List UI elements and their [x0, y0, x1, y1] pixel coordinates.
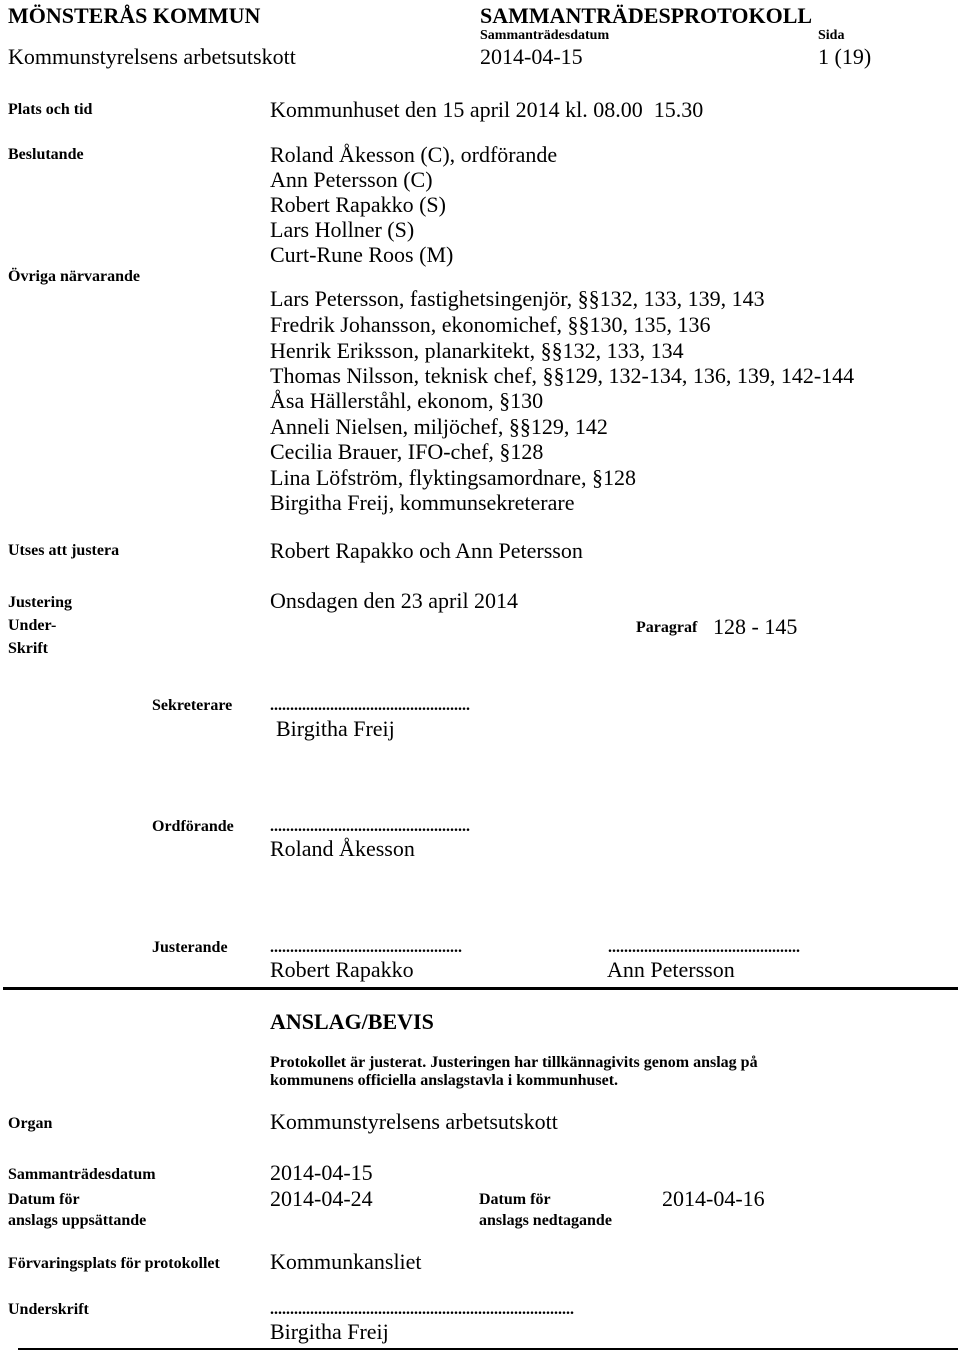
- notice-meeting-date-label: Sammanträdesdatum: [8, 1166, 156, 1183]
- storage-label: Förvaringsplats för protokollet: [8, 1255, 220, 1272]
- secretary-name: Birgitha Freij: [276, 716, 395, 741]
- others-present-label: Övriga närvarande: [8, 268, 140, 285]
- list-item: Lars Petersson, fastighetsingenjör, §§132, 133, 139, 143: [270, 286, 765, 311]
- notice-signature-label: Underskrift: [8, 1301, 89, 1318]
- bottom-border: [18, 1348, 958, 1350]
- chair-label: Ordförande: [152, 818, 234, 835]
- list-item: Ann Petersson (C): [270, 167, 433, 192]
- adjuster2-name: Ann Petersson: [607, 957, 735, 982]
- removed-date-label-line1: Datum för: [479, 1191, 551, 1208]
- removed-date-label-line2: anslags nedtagande: [479, 1212, 612, 1229]
- notice-signature-line: ............................................................................: [270, 1301, 574, 1318]
- document-type: SAMMANTRÄDESPROTOKOLL: [480, 3, 813, 28]
- decision-makers-label: Beslutande: [8, 146, 84, 163]
- organ-label: Organ: [8, 1115, 53, 1132]
- appointed-adjusters-label: Utses att justera: [8, 542, 120, 559]
- list-item: Åsa Hällerståhl, ekonom, §130: [270, 388, 544, 413]
- list-item: Anneli Nielsen, miljöchef, §§129, 142: [270, 414, 608, 439]
- committee-name: Kommunstyrelsens arbetsutskott: [8, 44, 296, 69]
- adjustment-date: Onsdagen den 23 april 2014: [270, 588, 519, 613]
- notice-statement-line2: kommunens officiella anslagstavla i kommunhuset.: [270, 1072, 619, 1089]
- paragraph-label: Paragraf: [636, 619, 698, 636]
- list-item: Curt-Rune Roos (M): [270, 242, 454, 267]
- adjuster1-signature-line: ................................................: [270, 939, 462, 956]
- meeting-date: 2014-04-15: [480, 44, 583, 69]
- secretary-signature-line: ..................................................: [270, 697, 470, 714]
- organ-value: Kommunstyrelsens arbetsutskott: [270, 1109, 558, 1134]
- place-time-label: Plats och tid: [8, 101, 93, 118]
- adjusters-label: Justerande: [152, 939, 228, 956]
- posted-date: 2014-04-24: [270, 1186, 373, 1211]
- posted-date-label-line1: Datum för: [8, 1191, 80, 1208]
- place-time: Kommunhuset den 15 april 2014 kl. 08.00 15.30: [270, 97, 704, 122]
- signature-label-line1: Under-: [8, 617, 57, 634]
- chair-signature-line: ..................................................: [270, 818, 470, 835]
- organization-name: MÖNSTERÅS KOMMUN: [8, 3, 261, 28]
- signature-label-line2: Skrift: [8, 640, 48, 657]
- list-item: Robert Rapakko (S): [270, 192, 446, 217]
- adjuster2-signature-line: ................................................: [608, 939, 800, 956]
- page-number: 1 (19): [818, 44, 872, 69]
- adjustment-label: Justering: [8, 594, 72, 611]
- chair-name: Roland Åkesson: [270, 836, 415, 861]
- list-item: Lars Hollner (S): [270, 217, 415, 242]
- posted-date-label-line2: anslags uppsättande: [8, 1212, 147, 1229]
- appointed-adjusters: Robert Rapakko och Ann Petersson: [270, 538, 583, 563]
- list-item: Lina Löfström, flyktingsamordnare, §128: [270, 465, 636, 490]
- notice-meeting-date: 2014-04-15: [270, 1160, 373, 1185]
- adjuster1-name: Robert Rapakko: [270, 957, 414, 982]
- list-item: Fredrik Johansson, ekonomichef, §§130, 135, 136: [270, 312, 711, 337]
- list-item: Thomas Nilsson, teknisk chef, §§129, 132-134, 136, 139, 142-144: [270, 363, 855, 388]
- section-divider: [3, 987, 958, 990]
- list-item: Cecilia Brauer, IFO-chef, §128: [270, 439, 544, 464]
- list-item: Birgitha Freij, kommunsekreterare: [270, 490, 575, 515]
- secretary-label: Sekreterare: [152, 697, 233, 714]
- list-item: Roland Åkesson (C), ordförande: [270, 142, 558, 167]
- meeting-date-label: Sammanträdesdatum: [480, 28, 610, 43]
- notice-statement-line1: Protokollet är justerat. Justeringen har tillkännagivits genom anslag på: [270, 1054, 758, 1071]
- removed-date: 2014-04-16: [662, 1186, 765, 1211]
- storage-value: Kommunkansliet: [270, 1249, 422, 1274]
- page-label: Sida: [818, 28, 845, 43]
- notice-signature-name: Birgitha Freij: [270, 1319, 389, 1344]
- list-item: Henrik Eriksson, planarkitekt, §§132, 133, 134: [270, 338, 684, 363]
- notice-title: ANSLAG/BEVIS: [270, 1009, 434, 1034]
- paragraph-range: 128 - 145: [713, 614, 798, 639]
